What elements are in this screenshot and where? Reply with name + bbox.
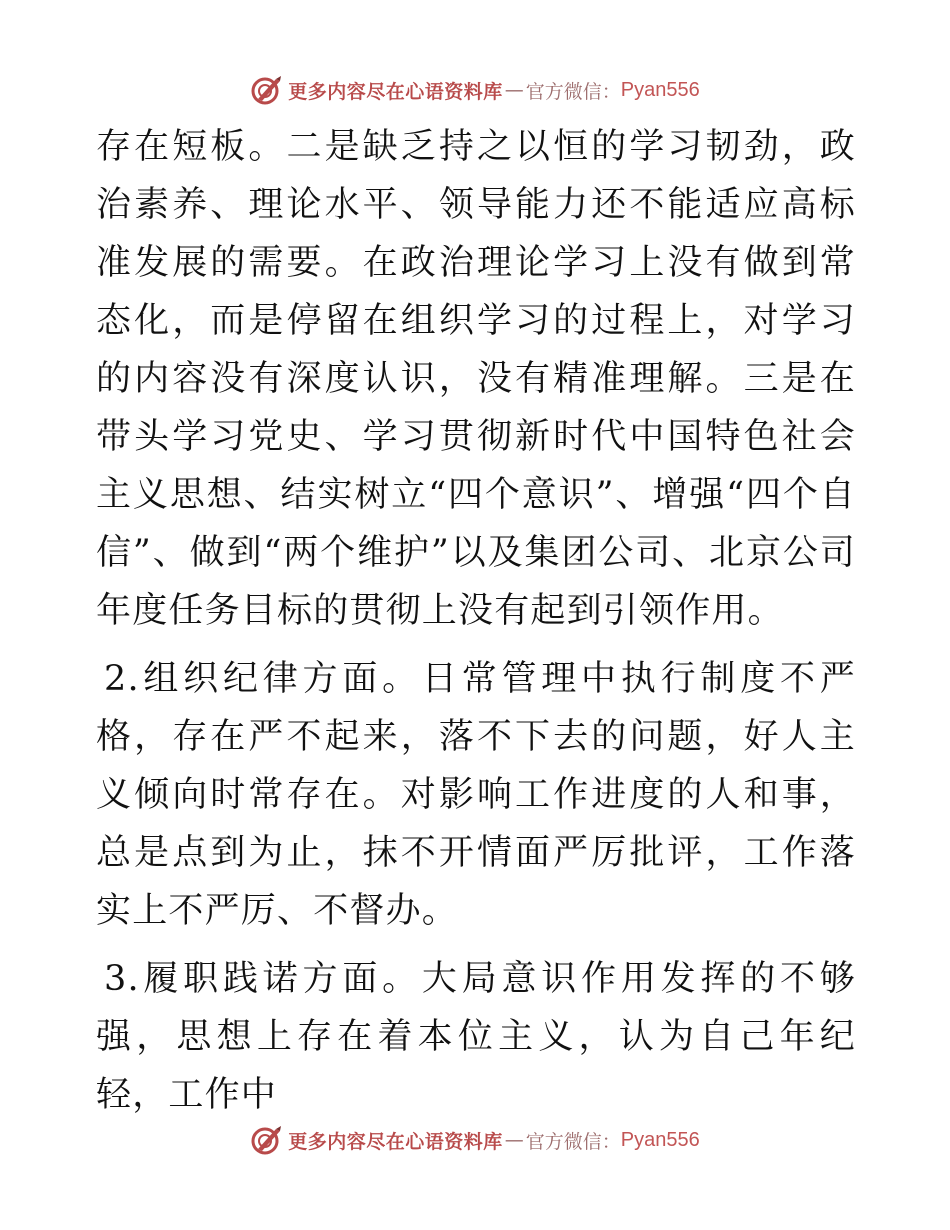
watermark-separator: — [504, 79, 524, 101]
watermark-wechat-id: Pyan556 [620, 1128, 700, 1151]
header-watermark [0, 70, 950, 110]
watermark-separator: — [504, 1129, 524, 1151]
paragraph-continuation: 存在短板。二是缺乏持之以恒的学习韧劲，政治素养、理论水平、领导能力还不能适应高标准发展的需要。在政治理论学习上没有做到常态化，而是停留在组织学习的过程上，对学习的内容没有深度认识，没有精准理解。三是在带头学习党史、学习贯彻新时代中国特色社会主义思想、结实树立“四个意识”、增强“四个自信”、做到“两个维护”以及集团公司、北京公司年度任务目标的贯彻上没有起到引领作用。 [96, 127, 856, 631]
watermark-wechat-label: 官方微信： [525, 80, 621, 103]
paragraph-organizational-discipline: 2.组织纪律方面。日常管理中执行制度不严格，存在严不起来，落不下去的问题，好人主义倾向时常存在。对影响工作进度的人和事，总是点到为止，抹不开情面严厉批评，工作落实上不严厉、不督办。 [96, 659, 856, 931]
document-body [96, 118, 856, 1124]
footer-watermark [0, 1120, 950, 1160]
watermark-brand-text: 更多内容尽在心语资料库 [288, 80, 503, 103]
watermark-wechat-id: Pyan556 [620, 78, 700, 101]
pen-circle-logo-icon [250, 73, 284, 107]
paragraph-duty-performance: 3.履职践诺方面。大局意识作用发挥的不够强，思想上存在着本位主义，认为自己年纪轻，工作中 [96, 959, 856, 1115]
watermark-wechat-label: 官方微信： [525, 1130, 621, 1153]
pen-circle-logo-icon [250, 1123, 284, 1157]
watermark-brand-text: 更多内容尽在心语资料库 [288, 1130, 503, 1153]
